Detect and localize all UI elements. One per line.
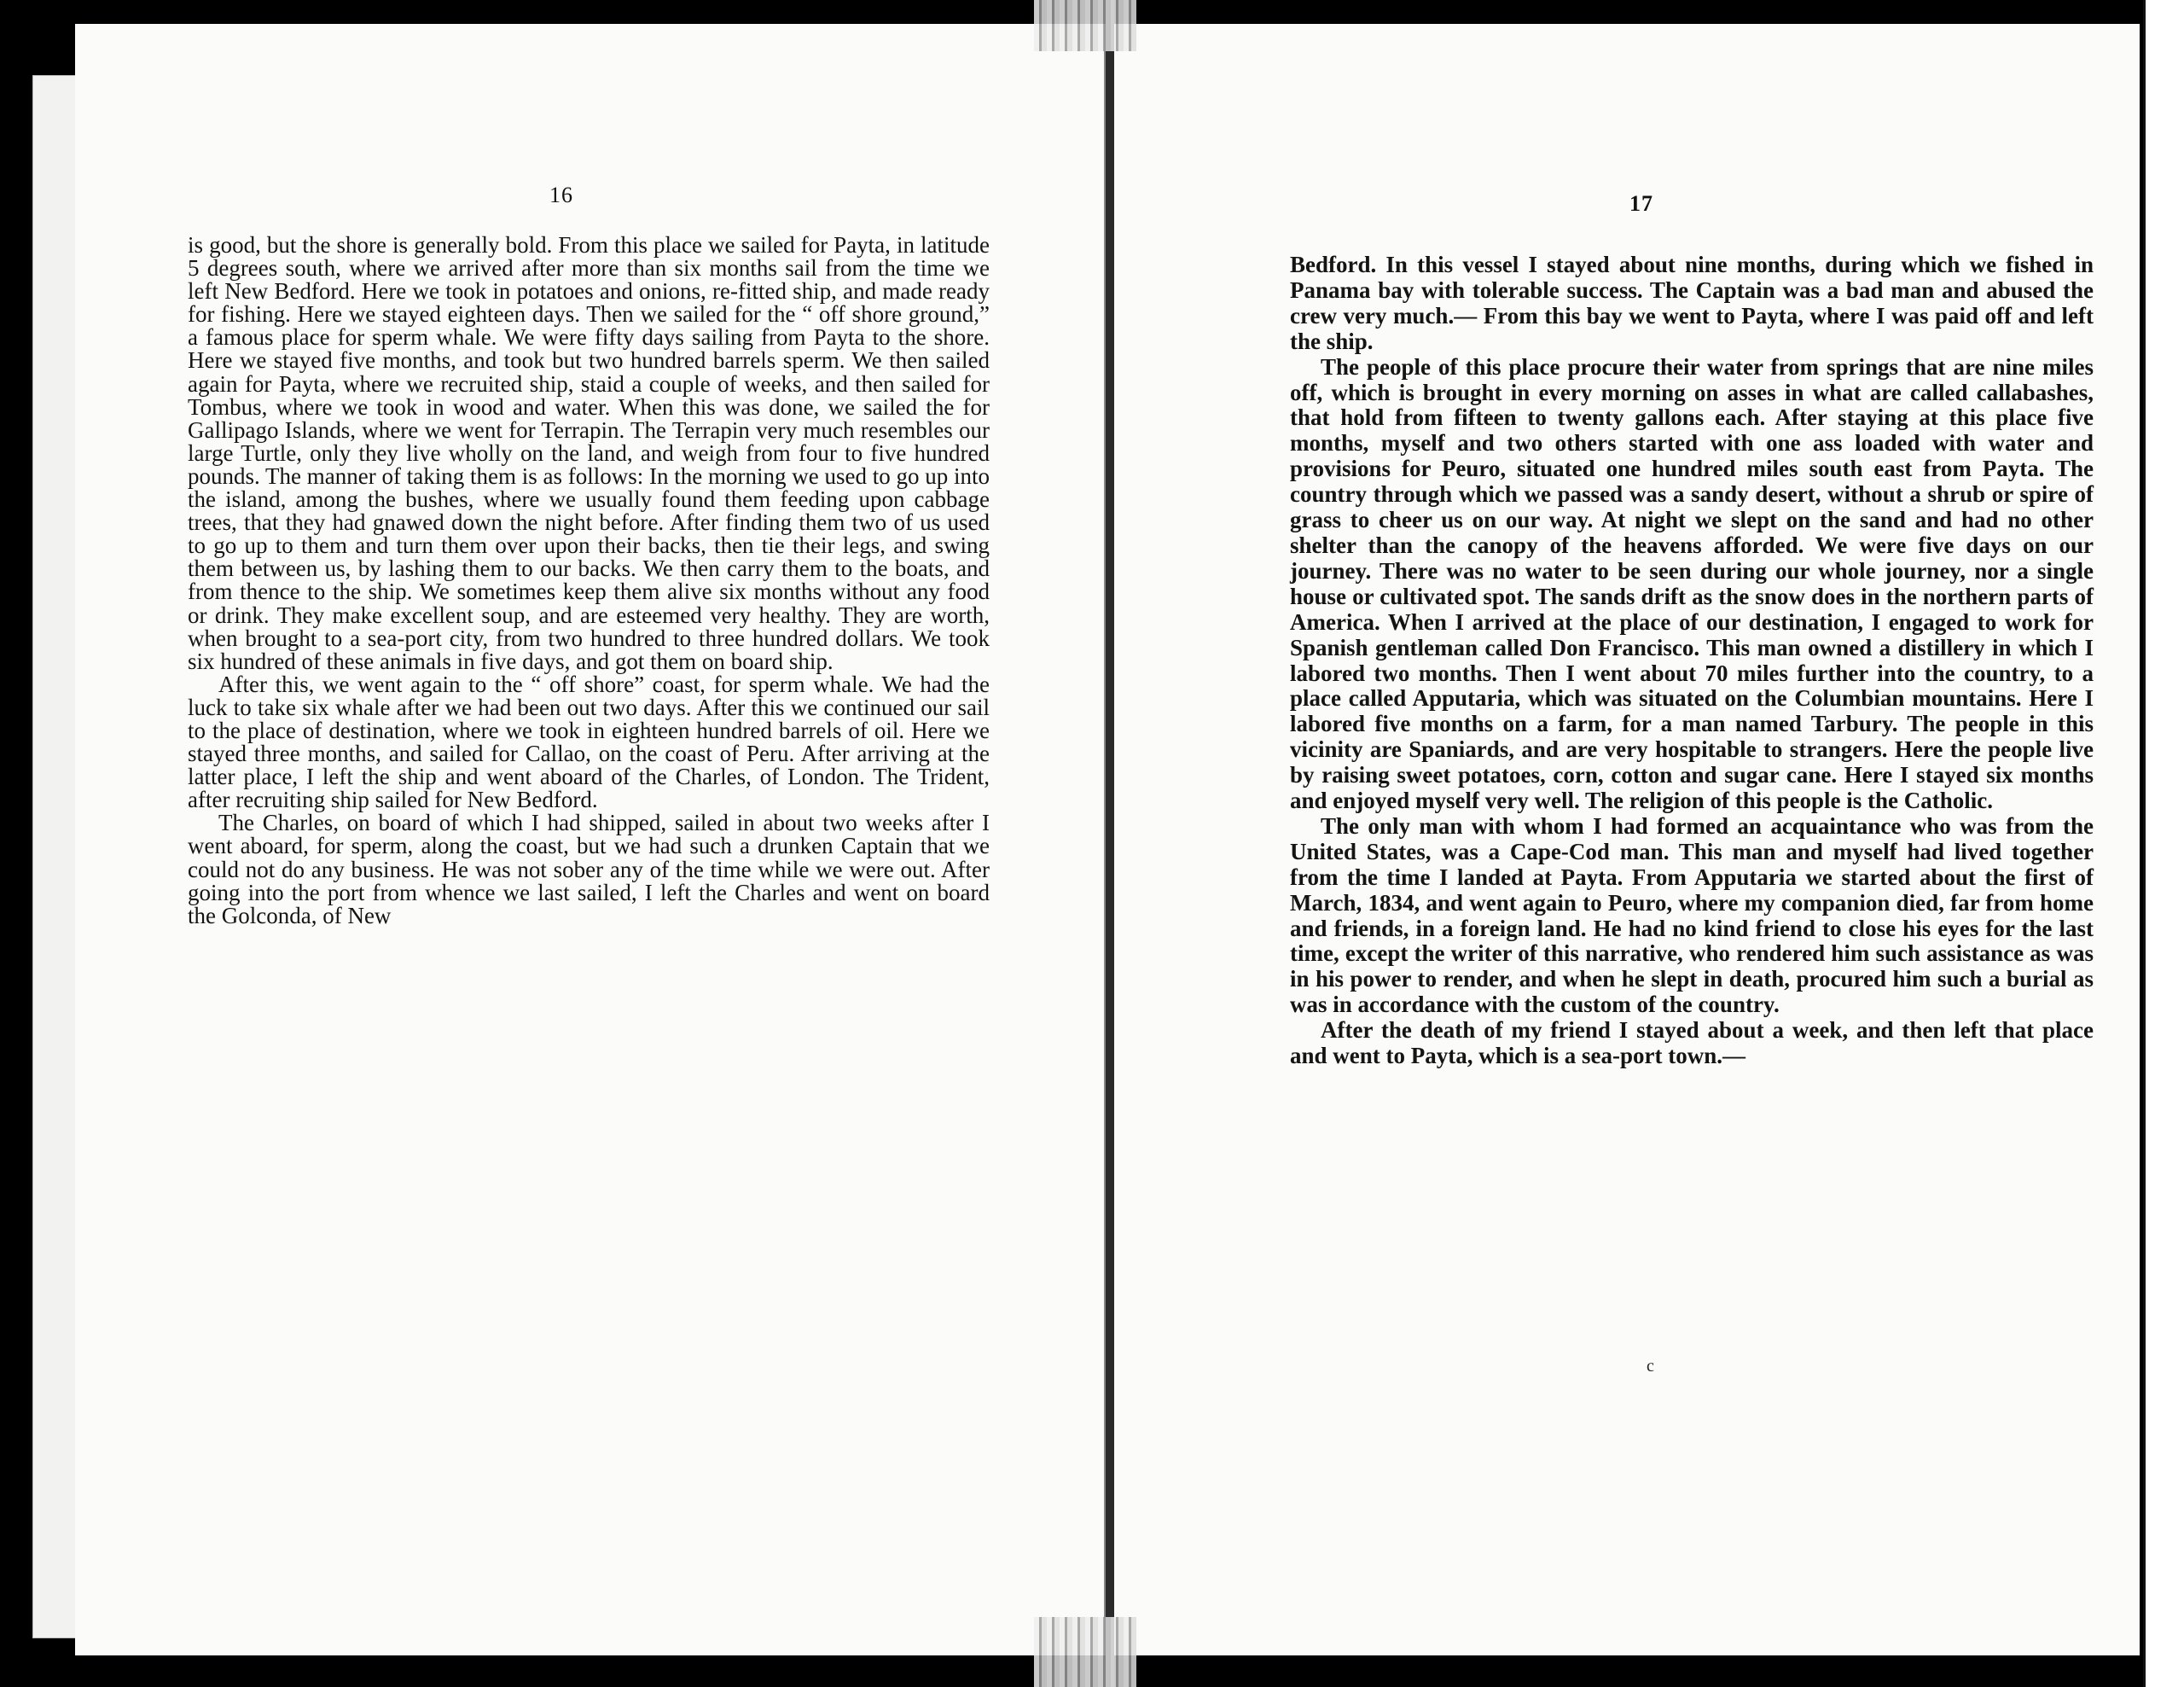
right-paragraph-1: Bedford. In this vessel I stayed about nine months, during which we fished in Panama bay with tolerable success. The Captain was a bad man and abused the crew very much.— From this bay we went to Payta, where I was paid off and left the ship. (1290, 252, 2094, 354)
right-paragraph-2: The people of this place procure their water from springs that are nine miles off, which is brought in every morning on asses in what are called callabashes, that hold from fifteen to twenty gallons each. After staying at this place five months, myself and two others started with one ass loaded with water and provisions for Peuro, situated one hundred miles south east from Payta. The country through which we passed was a sandy desert, without a shrub or spire of grass to cheer us on our way. At night we slept on the sand and had no other shelter than the canopy of the heavens afforded. We were five days on our journey. There was no water to be seen during our whole journey, nor a single house or cultivated spot. The sands drift as the snow does in the northern parts of America. When I arrived at the place of our destination, I engaged to work for Spanish gentleman called Don Francisco. This man owned a distillery in which I labored two months. Then I went about 70 miles further into the country, to a place called Apputaria, which was situated on the Columbian mountains. Here I labored five months on a farm, for a man named Tarbury. The people in this vicinity are Spaniards, and are very hospitable to strangers. Here the people live by raising sweet potatoes, corn, cotton and sugar cane. Here I stayed six months and enjoyed myself very well. The religion of this people is the Catholic. (1290, 353, 2094, 814)
signature-mark: c (1647, 1357, 1654, 1376)
scan-frame-edge (2143, 0, 2184, 1687)
left-paragraph-2: After this, we went again to the “ off shore” coast, for sperm whale. We had the luck to take six whale after we had been out two days. After this we continued our sail to the place of destination, where we took in eighteen hundred barrels of oil. Here we stayed three months, and sailed for Callao, on the coast of Peru. After arriving at the latter place, I left the ship and went aboard of the Charles, of London. The Trident, after recruiting ship sailed for New Bedford. (188, 671, 990, 813)
right-page (1111, 24, 2140, 1655)
right-paragraph-3: The only man with whom I had formed an acquaintance who was from the United States, was a Cape-Cod man. This man and myself had lived together from the time I landed at Payta. From Apputaria we started about the first of March, 1834, and went again to Peuro, where my companion died, far from home and friends, in a foreign land. He had no kind friend to close his eyes for the last time, except the writer of this narrative, who rendered him such assistance as was in his power to render, and when he slept in death, procured him such a burial as was in accordance with the custom of the country. (1290, 812, 2094, 1018)
binding-tape-top (1034, 0, 1136, 51)
binding-tape-bottom (1034, 1617, 1136, 1687)
right-paragraph-4: After the death of my friend I stayed about a week, and then left that place and went to Payta, which is a sea-port town.— (1290, 1017, 2094, 1069)
left-paragraph-3: The Charles, on board of which I had shipped, sailed in about two weeks after I went aboard, for sperm, along the coast, but we had such a drunken Captain that we could not do any business. He was not sober any of the time while we were out. After going into the port from whence we last sailed, I left the Charles and went on board the Golconda, of New (188, 810, 990, 928)
right-page-body (1290, 253, 2094, 1069)
book-spine (1106, 0, 1114, 1687)
left-page (75, 24, 1106, 1655)
left-page-body (188, 234, 990, 928)
right-page-number: 17 (1629, 191, 1653, 216)
left-page-number: 16 (549, 183, 573, 207)
left-paragraph-1: is good, but the shore is generally bold. From this place we sailed for Payta, in latitude 5 degrees south, where we arrived after more than six months sail from the time we left New Bedford. Here we took in potatoes and onions, re-fitted ship, and made ready for fishing. Here we stayed eighteen days. Then we sailed for the “ off shore ground,” a famous place for sperm whale. We were fifty days sailing from Payta to the shore. Here we stayed five months, and took but two hundred barrels sperm. We then sailed again for Payta, where we recruited ship, staid a couple of weeks, and then sailed for Tombus, where we took in wood and water. When this was done, we sailed the for Gallipago Islands, where we went for Terrapin. The Terrapin very much resembles our large Turtle, only they live wholly on the land, and weigh from four to five hundred pounds. The manner of taking them is as follows: In the morning we used to go up into the island, among the bushes, where we usually found them feeding upon cabbage trees, that they had gnawed down the night before. After finding them two of us used to go up to them and turn them over upon their backs, then tie their legs, and swing them between us, by lashing them to our backs. We then carry them to the boats, and from thence to the ship. We sometimes keep them alive six months without any food or drink. They make excellent soup, and are esteemed very healthy. They are worth, when brought to a sea-port city, from two hundred to three hundred dollars. We took six hundred of these animals in five days, and got them on board ship. (188, 232, 990, 674)
